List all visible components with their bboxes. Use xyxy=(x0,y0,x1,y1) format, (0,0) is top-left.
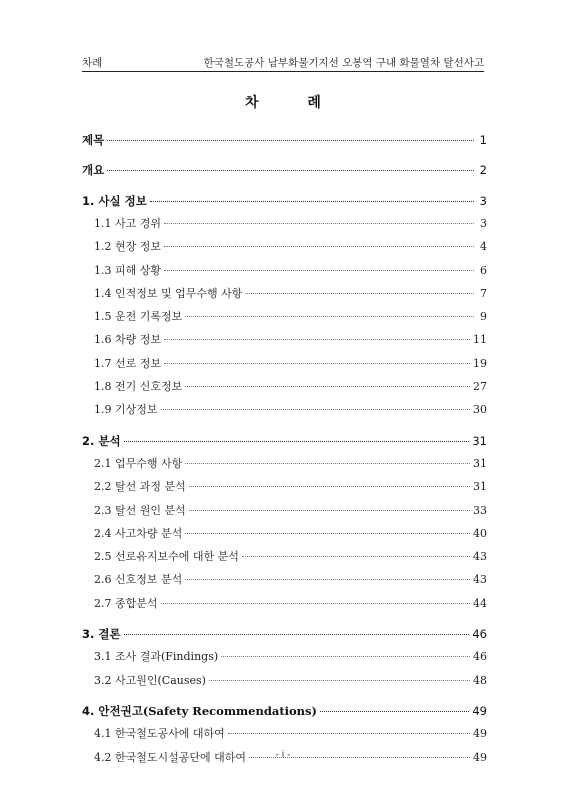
toc-page-number: 49 xyxy=(473,750,487,764)
toc-dot-leader xyxy=(164,245,474,247)
toc-dot-leader xyxy=(164,269,474,271)
toc-page-number: 48 xyxy=(473,673,487,687)
page-number: - i - xyxy=(275,750,291,760)
toc-dot-leader xyxy=(320,710,469,712)
page-title: 차 례 xyxy=(245,95,343,111)
toc-entry-label: 2.1 업무수행 사항 xyxy=(94,456,183,470)
toc-entry-label: 1.7 선로 정보 xyxy=(94,356,161,370)
toc-entry-label: 1.6 차량 정보 xyxy=(94,333,161,347)
toc-subsection-entry[interactable] xyxy=(82,671,487,691)
toc-dot-leader xyxy=(185,462,470,464)
running-header xyxy=(82,50,484,70)
toc-section-entry[interactable] xyxy=(82,130,487,150)
toc-dot-leader xyxy=(221,655,470,657)
toc-dot-leader xyxy=(185,385,470,387)
toc-entry-label: 1.9 기상정보 xyxy=(94,403,158,417)
toc-subsection-entry[interactable] xyxy=(82,454,487,474)
toc-page-number: 4 xyxy=(480,240,487,254)
toc-dot-leader xyxy=(228,732,470,734)
toc-subsection-entry[interactable] xyxy=(82,724,487,744)
toc-section-entry[interactable] xyxy=(82,624,487,644)
toc-page-number: 7 xyxy=(480,286,487,300)
toc-dot-leader xyxy=(150,200,474,202)
toc-entry-label: 1.2 현장 정보 xyxy=(94,240,161,254)
toc-section-entry[interactable] xyxy=(82,160,487,180)
toc-entry-label: 1.8 전기 신호정보 xyxy=(94,380,183,393)
toc-section-entry[interactable] xyxy=(82,431,487,451)
toc-dot-leader xyxy=(189,485,470,487)
toc-subsection-entry[interactable] xyxy=(82,237,487,257)
toc-subsection-entry[interactable] xyxy=(82,261,487,281)
toc-subsection-entry[interactable] xyxy=(82,400,487,420)
toc-dot-leader xyxy=(189,509,470,511)
toc-subsection-entry[interactable] xyxy=(82,214,487,234)
toc-entry-label: 4. 안전권고 xyxy=(82,703,143,718)
header-report-title: 한국철도공사 남부화물기지선 오봉역 구내 화물열차 탈선사고 xyxy=(203,57,484,69)
toc-dot-leader xyxy=(245,292,474,294)
toc-dot-leader xyxy=(164,222,474,224)
toc-entry-label: 2.3 탈선 원인 분석 xyxy=(94,503,186,517)
toc-dot-leader xyxy=(161,408,471,410)
toc-page-number: 19 xyxy=(473,356,487,370)
toc-entry-label: 3. 결론 xyxy=(82,627,121,641)
toc-page-number: 27 xyxy=(473,380,487,393)
toc-entry-label: 3.2 사고원인(Causes) xyxy=(94,673,206,687)
toc-page-number: 46 xyxy=(472,627,487,641)
toc-entry-label: 2.4 사고차량 분석 xyxy=(94,526,183,540)
toc-page-number: 31 xyxy=(473,480,487,494)
toc-entry-label: 4.2 한국철도시설공단에 대하여 xyxy=(94,750,246,764)
toc-page-number: 9 xyxy=(480,310,487,324)
toc-page-number: 40 xyxy=(473,526,487,540)
toc-entry-label: 2.2 탈선 과정 분석 xyxy=(94,480,186,494)
toc-entry-label-english: (Safety Recommendations) xyxy=(142,703,317,718)
toc-dot-leader xyxy=(209,679,470,681)
toc-entry-label: 제목 xyxy=(82,133,105,147)
toc-entry-label: 2.5 선로유지보수에 대한 분석 xyxy=(94,550,239,564)
toc-page-number: 11 xyxy=(473,333,487,347)
toc-page-number: 1 xyxy=(479,133,487,147)
toc-dot-leader xyxy=(164,338,470,340)
toc-dot-leader xyxy=(124,440,470,442)
toc-dot-leader xyxy=(242,555,470,557)
toc-page-number: 43 xyxy=(473,550,487,564)
toc-page-number: 44 xyxy=(473,596,487,610)
toc-entry-label: 1.1 사고 경위 xyxy=(94,216,161,230)
toc-page-number: 30 xyxy=(473,403,487,417)
toc-entry-label: 1.3 피해 상황 xyxy=(94,263,161,277)
toc-subsection-entry[interactable] xyxy=(82,284,487,304)
toc-entry-label: 개요 xyxy=(82,163,105,178)
toc-dot-leader xyxy=(185,315,474,317)
toc-dot-leader xyxy=(185,532,470,534)
toc-subsection-entry[interactable] xyxy=(82,307,487,327)
toc-subsection-entry[interactable] xyxy=(82,354,487,374)
toc-subsection-entry[interactable] xyxy=(82,330,487,350)
toc-dot-leader xyxy=(107,169,474,171)
toc-page-number: 49 xyxy=(473,727,487,741)
header-divider xyxy=(82,71,484,72)
toc-dot-leader xyxy=(107,139,474,141)
toc-page-number: 49 xyxy=(472,703,487,718)
toc-dot-leader xyxy=(124,633,470,635)
toc-subsection-entry[interactable] xyxy=(82,647,487,667)
toc-subsection-entry[interactable] xyxy=(82,570,487,590)
toc-section-entry[interactable] xyxy=(82,191,487,211)
toc-subsection-entry[interactable] xyxy=(82,501,487,521)
toc-entry-label: 4.1 한국철도공사에 대하여 xyxy=(94,727,225,741)
toc-page-number: 3 xyxy=(479,193,487,208)
toc-subsection-entry[interactable] xyxy=(82,594,487,614)
toc-page-number: 31 xyxy=(472,433,487,448)
toc-subsection-entry[interactable] xyxy=(82,547,487,567)
toc-entry-label: 2. 분석 xyxy=(82,433,121,448)
header-section-label: 차례 xyxy=(82,57,103,69)
toc-page-number: 46 xyxy=(473,650,487,664)
toc-subsection-entry[interactable] xyxy=(82,477,487,497)
toc-dot-leader xyxy=(164,362,470,364)
toc-page-number: 31 xyxy=(473,456,487,470)
toc-entry-label: 1.5 운전 기록정보 xyxy=(94,310,183,324)
toc-entry-label: 3.1 조사 결과(Findings) xyxy=(94,650,219,664)
toc-page-number: 43 xyxy=(473,573,487,587)
toc-entry-label: 2.7 종합분석 xyxy=(94,596,158,610)
toc-subsection-entry[interactable] xyxy=(82,377,487,397)
toc-section-entry[interactable] xyxy=(82,701,487,721)
toc-entry-label: 1.4 인적정보 및 업무수행 사항 xyxy=(94,286,243,300)
toc-dot-leader xyxy=(161,602,471,604)
toc-dot-leader xyxy=(185,578,470,580)
toc-entry-label: 1. 사실 정보 xyxy=(82,193,147,208)
toc-page-number: 2 xyxy=(479,163,487,178)
toc-subsection-entry[interactable] xyxy=(82,524,487,544)
toc-entry-label: 2.6 신호정보 분석 xyxy=(94,573,183,587)
toc-page-number: 33 xyxy=(473,503,487,517)
toc-page-number: 6 xyxy=(480,263,487,277)
toc-page-number: 3 xyxy=(480,216,487,230)
